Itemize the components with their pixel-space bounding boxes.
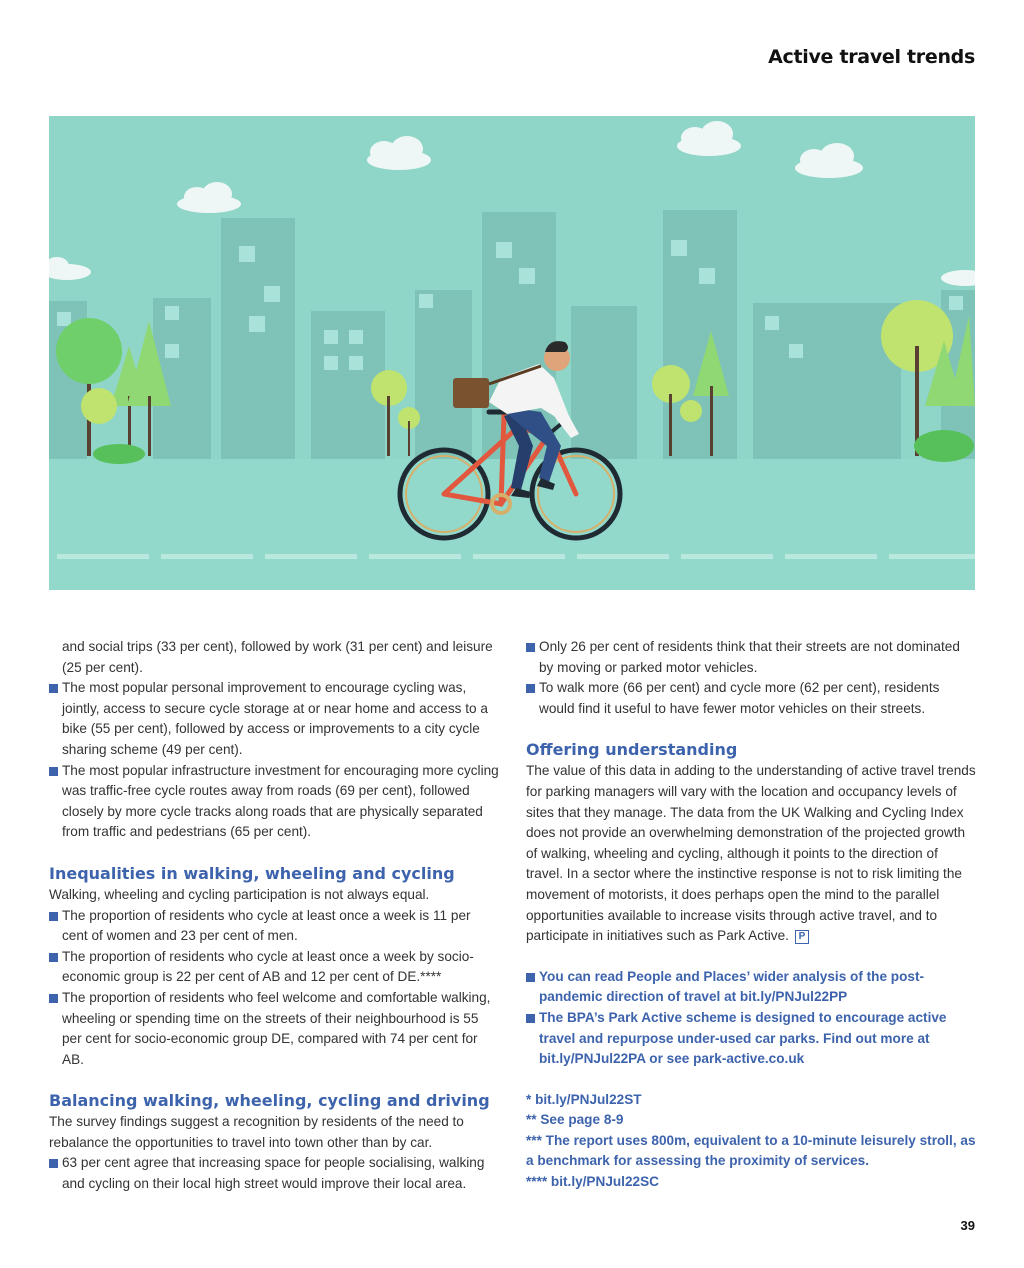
list-item: To walk more (66 per cent) and cycle more (62 per cent), residents would find it useful to have fewer motor vehicles on their streets. [526,678,976,719]
page-number: 39 [960,1218,975,1233]
list-item: The proportion of residents who cycle at least once a week is 11 per cent of women and 23 per cent of men. [49,906,499,947]
offering-body [526,761,976,946]
callout-park-active[interactable]: The BPA’s Park Active scheme is designed to encourage active travel and repurpose under-used car parks. Find out more at bit.ly/PNJul22PA or see park-active.co.uk [526,1008,976,1070]
heading-offering: Offering understanding [526,740,738,760]
hero-illustration [49,116,975,590]
footnote[interactable]: * bit.ly/PNJul22ST [526,1091,642,1107]
road-markings [57,554,975,559]
cyclist-city-illustration [49,116,975,590]
list-item: The proportion of residents who feel welcome and comfortable walking, wheeling or spending time on the streets of their neighbourhood is 55 per cent for socio-economic group DE, compared with 74 per cent for AB. [49,988,499,1070]
intro-continuation: and social trips (33 per cent), followed by work (31 per cent) and leisure (25 per cent). [62,639,493,675]
left-column [49,637,499,1195]
footnote[interactable]: **** bit.ly/PNJul22SC [526,1174,659,1190]
inequalities-lead: Walking, wheeling and cycling participation is not always equal. [49,886,430,902]
heading-balancing: Balancing walking, wheeling, cycling and driving [49,1091,490,1111]
list-item: The most popular personal improvement to encourage cycling was, jointly, access to secure cycle storage at or near home and access to a bike (55 per cent), followed by access or improvements to a city cycle sharing scheme (49 per cent). [49,678,499,760]
offering-text: The value of this data in adding to the understanding of active travel trends for parking managers will vary with the location and occupancy levels of sites that they manage. The data from the UK Walking and Cycling Index does not provide an overwhelming demonstration of the projected growth of walking, wheeling and cycling, although it points to the direction of travel. In a sector where the instinctive response is not to risk limiting the movement of motorists, it does perhaps open the mind to the parallel opportunities available to increase visits through active travel, and to participate in initiatives such as Park Active. [526,763,976,944]
callout-people-places[interactable]: You can read People and Places’ wider analysis of the post-pandemic direction of travel at bit.ly/PNJul22PP [526,967,976,1008]
park-active-icon: P [795,930,809,944]
balancing-lead: The survey findings suggest a recognition by residents of the need to rebalance the opportunities to travel into town other than by car. [49,1114,464,1150]
list-item: The proportion of residents who cycle at least once a week by socio-economic group is 22 per cent of AB and 12 per cent of DE.**** [49,947,499,988]
right-column [526,637,976,1193]
list-item: The most popular infrastructure investment for encouraging more cycling was traffic-free cycle routes away from roads (69 per cent), followed closely by more cycle tracks along roads that are physically separated from traffic and pedestrians (65 per cent). [49,761,499,843]
section-title: Active travel trends [768,46,975,68]
footnote: ** See page 8-9 [526,1112,624,1128]
list-item: Only 26 per cent of residents think that their streets are not dominated by moving or parked motor vehicles. [526,637,976,678]
footnote: *** The report uses 800m, equivalent to a 10-minute leisurely stroll, as a benchmark for assessing the proximity of services. [526,1132,976,1169]
heading-inequalities: Inequalities in walking, wheeling and cycling [49,863,455,883]
list-item: 63 per cent agree that increasing space for people socialising, walking and cycling on their local high street would improve their local area. [49,1153,499,1194]
